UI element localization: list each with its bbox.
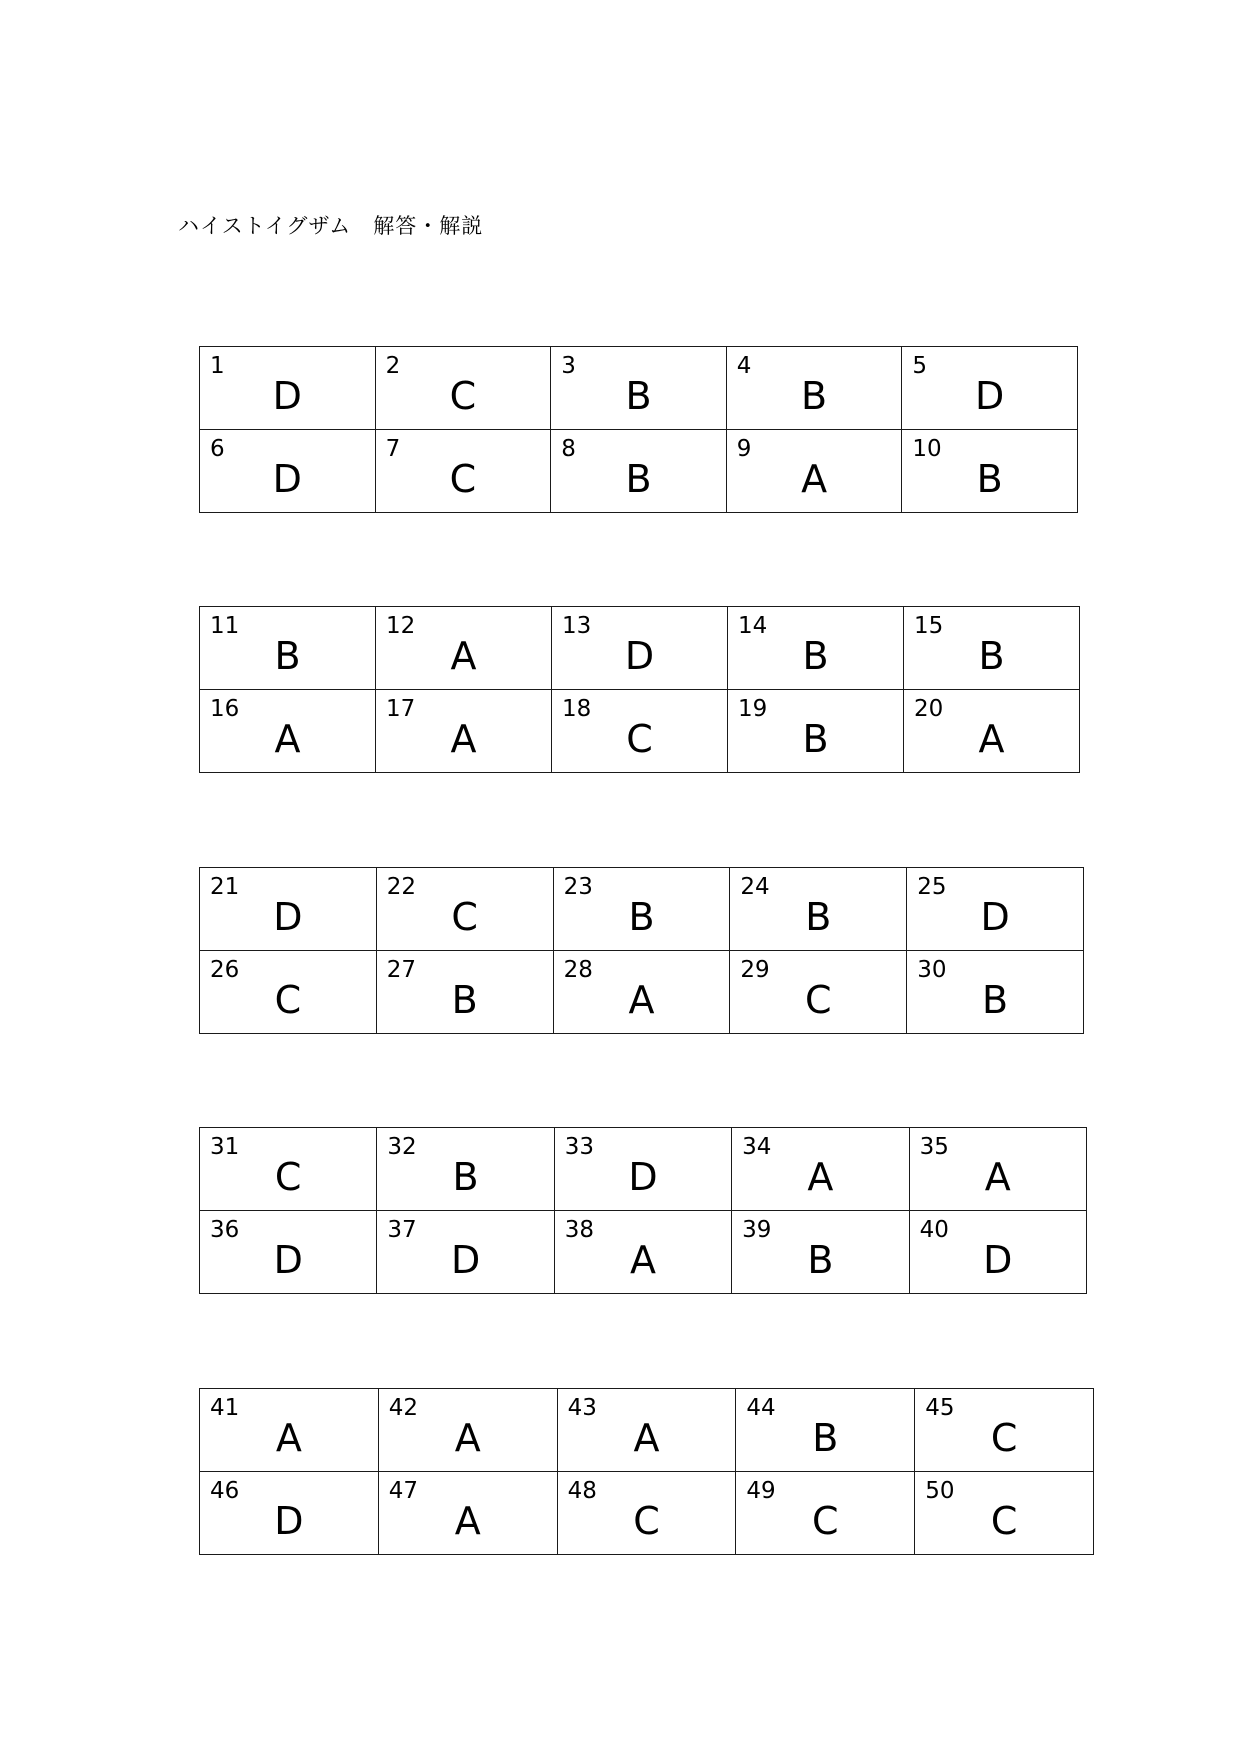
answer-letter: C [812, 1499, 839, 1543]
answer-letter: A [984, 1155, 1011, 1199]
table-row [200, 690, 1080, 773]
table-row [200, 1389, 1094, 1472]
answer-table-5 [199, 1388, 1094, 1555]
question-number: 33 [564, 1134, 595, 1160]
table-row [200, 1211, 1087, 1294]
answer-letter: D [983, 1238, 1013, 1282]
question-number: 3 [561, 353, 576, 379]
question-number: 19 [738, 696, 768, 722]
question-number: 27 [386, 957, 417, 983]
answer-cell [726, 347, 902, 430]
answer-letter: C [449, 457, 477, 501]
answer-cell [200, 951, 377, 1034]
answer-cell [902, 430, 1078, 513]
answer-letter: B [625, 374, 652, 418]
answer-cell [377, 1128, 554, 1211]
answer-letter: C [805, 978, 832, 1022]
answer-cell [728, 607, 904, 690]
question-number: 2 [385, 353, 401, 379]
question-number: 8 [561, 436, 576, 462]
answer-letter: C [274, 978, 302, 1022]
question-number: 29 [740, 957, 770, 983]
answer-cell [200, 868, 377, 951]
answer-cell [552, 607, 728, 690]
answer-letter: A [628, 978, 655, 1022]
answer-letter: B [801, 374, 828, 418]
question-number: 17 [386, 696, 416, 722]
question-number: 24 [740, 874, 770, 900]
table-row [200, 430, 1078, 513]
answer-cell [907, 868, 1084, 951]
question-number: 10 [912, 436, 942, 462]
question-number: 14 [738, 613, 768, 639]
answer-cell [907, 951, 1084, 1034]
question-number: 25 [917, 874, 947, 900]
answer-letter: A [629, 1238, 656, 1282]
question-number: 32 [387, 1134, 417, 1160]
question-number: 12 [386, 613, 416, 639]
answer-letter: B [805, 895, 832, 939]
question-number: 4 [736, 353, 752, 379]
answer-cell [200, 347, 376, 430]
answer-cell [378, 1472, 557, 1555]
answer-cell [375, 347, 551, 430]
answer-table-1 [199, 346, 1078, 513]
answer-table-3 [199, 867, 1084, 1034]
answer-cell [554, 1128, 731, 1211]
answer-letter: B [802, 634, 829, 678]
answer-letter: D [450, 1238, 481, 1282]
answer-letter: D [980, 895, 1010, 939]
question-number: 15 [914, 613, 944, 639]
question-number: 21 [210, 874, 240, 900]
question-number: 38 [564, 1217, 595, 1243]
answer-cell [902, 347, 1078, 430]
answer-letter: C [990, 1416, 1018, 1460]
answer-cell [200, 1128, 377, 1211]
question-number: 5 [912, 353, 928, 379]
answer-cell [552, 690, 728, 773]
answer-cell [377, 1211, 554, 1294]
answer-cell [732, 1128, 909, 1211]
answer-cell [554, 1211, 731, 1294]
question-number: 47 [388, 1478, 419, 1504]
question-number: 26 [210, 957, 240, 983]
answer-cell [730, 868, 907, 951]
answer-letter: C [990, 1499, 1018, 1543]
answer-letter: D [272, 457, 302, 501]
answer-letter: D [628, 1155, 658, 1199]
answer-cell [904, 607, 1080, 690]
question-number: 1 [210, 353, 225, 379]
answer-cell [904, 690, 1080, 773]
table-row [200, 1128, 1087, 1211]
question-number: 39 [742, 1217, 772, 1243]
answer-cell [909, 1128, 1086, 1211]
page-title: ハイストイグザム 解答・解説 [178, 214, 484, 238]
answer-cell [736, 1389, 915, 1472]
answer-cell [376, 690, 552, 773]
answer-cell [551, 347, 727, 430]
question-number: 42 [388, 1395, 419, 1421]
answer-letter: A [978, 717, 1005, 761]
answer-letter: A [801, 457, 828, 501]
answer-letter: A [450, 634, 477, 678]
answer-table-2 [199, 606, 1080, 773]
answer-cell [732, 1211, 909, 1294]
answer-cell [909, 1211, 1086, 1294]
question-number: 22 [386, 874, 417, 900]
answer-cell [376, 868, 553, 951]
answer-cell [200, 607, 376, 690]
question-number: 7 [385, 436, 401, 462]
answer-letter: C [449, 374, 477, 418]
answer-cell [376, 951, 553, 1034]
answer-letter: A [454, 1499, 481, 1543]
answer-letter: D [624, 634, 655, 678]
question-number: 37 [387, 1217, 417, 1243]
answer-letter: D [273, 895, 303, 939]
question-number: 20 [914, 696, 944, 722]
answer-letter: A [275, 1416, 302, 1460]
question-number: 43 [567, 1395, 597, 1421]
answer-cell [200, 1211, 377, 1294]
answer-cell [200, 690, 376, 773]
answer-letter: B [452, 1155, 479, 1199]
answer-letter: D [272, 374, 302, 418]
answer-cell [915, 1389, 1094, 1472]
table-row [200, 951, 1084, 1034]
answer-letter: B [982, 978, 1009, 1022]
table-row [200, 347, 1078, 430]
answer-letter: A [454, 1416, 481, 1460]
answer-letter: C [451, 895, 478, 939]
answer-letter: B [812, 1416, 839, 1460]
table-row [200, 1472, 1094, 1555]
answer-cell [200, 430, 376, 513]
answer-letter: B [274, 634, 301, 678]
answer-cell [553, 868, 730, 951]
answer-cell [730, 951, 907, 1034]
question-number: 41 [210, 1395, 240, 1421]
question-number: 9 [736, 436, 752, 462]
answer-letter: C [633, 1499, 660, 1543]
question-number: 45 [925, 1395, 955, 1421]
question-number: 23 [563, 874, 593, 900]
question-number: 34 [742, 1134, 772, 1160]
answer-letter: D [274, 1499, 304, 1543]
question-number: 50 [925, 1478, 955, 1504]
question-number: 6 [210, 436, 225, 462]
question-number: 36 [210, 1217, 240, 1243]
table-row [200, 868, 1084, 951]
answer-letter: A [807, 1155, 834, 1199]
answer-letter: A [274, 717, 301, 761]
question-number: 40 [919, 1217, 949, 1243]
answer-letter: B [976, 457, 1003, 501]
answer-letter: B [625, 457, 652, 501]
question-number: 30 [917, 957, 947, 983]
question-number: 16 [210, 696, 240, 722]
question-number: 44 [746, 1395, 776, 1421]
question-number: 18 [562, 696, 592, 722]
answer-cell [736, 1472, 915, 1555]
answer-cell [557, 1472, 736, 1555]
answer-letter: C [274, 1155, 302, 1199]
answer-letter: B [807, 1238, 834, 1282]
answer-letter: D [273, 1238, 303, 1282]
answer-cell [375, 430, 551, 513]
answer-letter: B [802, 717, 829, 761]
answer-cell [376, 607, 552, 690]
question-number: 48 [567, 1478, 597, 1504]
answer-letter: B [451, 978, 478, 1022]
answer-letter: A [633, 1416, 660, 1460]
answer-letter: C [626, 717, 653, 761]
answer-letter: A [450, 717, 477, 761]
answer-letter: B [978, 634, 1005, 678]
answer-cell [551, 430, 727, 513]
answer-letter: B [628, 895, 655, 939]
table-row [200, 607, 1080, 690]
question-number: 28 [563, 957, 593, 983]
answer-cell [378, 1389, 557, 1472]
answer-cell [200, 1389, 379, 1472]
answer-cell [557, 1389, 736, 1472]
answer-cell [553, 951, 730, 1034]
answer-cell [726, 430, 902, 513]
question-number: 31 [210, 1134, 240, 1160]
answer-cell [728, 690, 904, 773]
question-number: 11 [210, 613, 240, 639]
question-number: 13 [562, 613, 592, 639]
answer-table-4 [199, 1127, 1087, 1294]
answer-letter: D [975, 374, 1005, 418]
question-number: 35 [919, 1134, 949, 1160]
answer-cell [915, 1472, 1094, 1555]
question-number: 46 [210, 1478, 240, 1504]
question-number: 49 [746, 1478, 776, 1504]
answer-cell [200, 1472, 379, 1555]
